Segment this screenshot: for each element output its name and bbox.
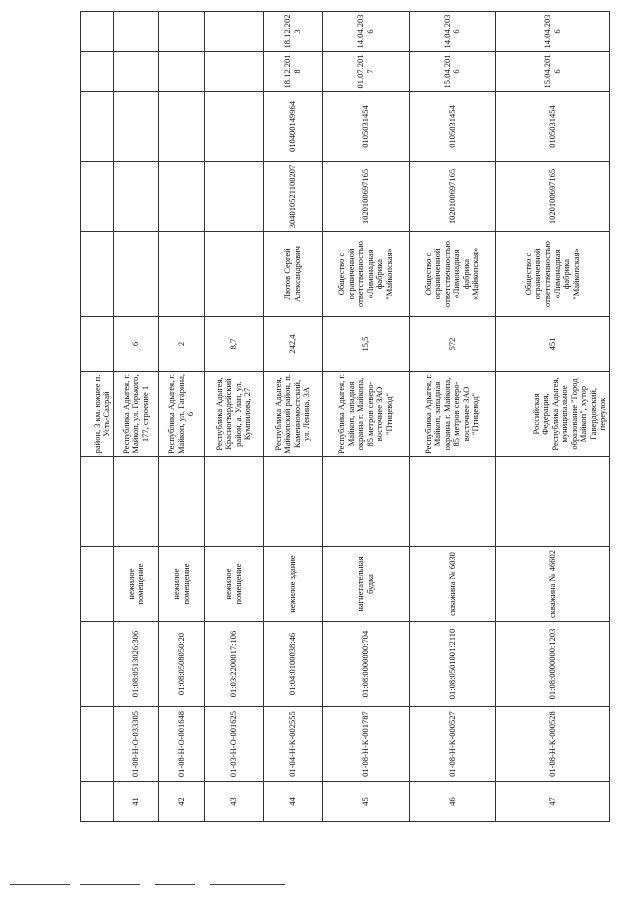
cell-area: 242,4 bbox=[263, 317, 322, 372]
cell-ogrn bbox=[159, 162, 204, 232]
table-row bbox=[496, 12, 610, 822]
footer-line-segment bbox=[155, 884, 195, 885]
cell-area: 15,5 bbox=[323, 317, 410, 372]
cell-date-start: 15.04.2016 bbox=[496, 52, 610, 92]
cell-blank bbox=[409, 457, 496, 547]
cell-cadastral-number: 01:03:2200017:106 bbox=[204, 622, 263, 707]
cell-inn: 010400149964 bbox=[263, 92, 322, 162]
cell-date-end: 14.04.2036 bbox=[323, 12, 410, 52]
cell-cadastral-number: 01:08:0000000:704 bbox=[323, 622, 410, 707]
cell-address: Республика Адыгея, г. Майкоп, ул. Гагарина, 6 bbox=[159, 372, 204, 457]
cell-object-type: нежилое помещение bbox=[204, 547, 263, 622]
cell-owner: Общество с ограниченной ответственностью «Лимонадная фабрика «Майкопская» bbox=[409, 232, 496, 317]
cell-owner: Лютов Сергей Александрович bbox=[263, 232, 322, 317]
cell-object-type: нежилое здание bbox=[263, 547, 322, 622]
cell-date-start: 01.07.2017 bbox=[323, 52, 410, 92]
cell-address-continuation: район, 3 км. южнее п. Усть-Сахрай bbox=[81, 372, 114, 457]
cell-blank bbox=[204, 457, 263, 547]
cell-inn bbox=[159, 92, 204, 162]
footer-line-segment bbox=[10, 884, 70, 885]
cell-blank bbox=[263, 457, 322, 547]
table-row bbox=[114, 12, 159, 822]
cell-cadastral-number: 01:08:0508050:20 bbox=[159, 622, 204, 707]
cell-area: 572 bbox=[409, 317, 496, 372]
cell-number: 46 bbox=[409, 782, 496, 822]
cell-ogrn: 1020100697165 bbox=[409, 162, 496, 232]
cell-cadastral-number: 01:04:0100038:46 bbox=[263, 622, 322, 707]
cell-area: 6 bbox=[114, 317, 159, 372]
cell-number: 45 bbox=[323, 782, 410, 822]
cell-address: Республика Адыгея, г. Майкоп, ул. Горького, 177, строение 1 bbox=[114, 372, 159, 457]
cell-cadastral-number: 01:08:0513026:306 bbox=[114, 622, 159, 707]
cell-owner bbox=[114, 232, 159, 317]
cell-date-end bbox=[159, 12, 204, 52]
cell-object-type: скважина № 6030 bbox=[409, 547, 496, 622]
table-row bbox=[159, 12, 204, 822]
cell-date-start bbox=[114, 52, 159, 92]
cell-blank bbox=[114, 457, 159, 547]
cell-owner: Общество с ограниченной ответственностью «Лимонадная фабрика "Майкопская» bbox=[496, 232, 610, 317]
cell-inn bbox=[114, 92, 159, 162]
cell-date-end bbox=[204, 12, 263, 52]
table-row-continuation bbox=[81, 12, 114, 822]
cell-ogrn: 1020100697165 bbox=[323, 162, 410, 232]
table-row bbox=[323, 12, 410, 822]
cell-registry-number: 01-08-Н-К-001787 bbox=[323, 707, 410, 782]
cell-ogrn: 1020100697165 bbox=[496, 162, 610, 232]
cell-date-end: 14.04.2036 bbox=[409, 12, 496, 52]
cell-registry-number: 01-03-Н-О-001625 bbox=[204, 707, 263, 782]
cell-object-type: нежилое помещение bbox=[159, 547, 204, 622]
cell-date-start bbox=[204, 52, 263, 92]
cell-registry-number: 01-08-Н-О-033305 bbox=[114, 707, 159, 782]
cell-address: Республика Адыгея, г. Майкоп, западная окраина г. Майкопа, 85 метров северо-восточнее ЗАО "Птицевод" bbox=[409, 372, 496, 457]
cell-ogrn bbox=[204, 162, 263, 232]
cell-blank bbox=[323, 457, 410, 547]
cell-object-type: нежилое помещение bbox=[114, 547, 159, 622]
registry-table bbox=[80, 11, 610, 822]
cell-date-start: 18.12.2018 bbox=[263, 52, 322, 92]
cell-address: Республика Адыгея, г. Майкоп, западная окраина г. Майкопа, 85 метров северо-восточнее ЗАО "Птицевод" bbox=[323, 372, 410, 457]
cell-inn: 0105031454 bbox=[409, 92, 496, 162]
cell-number: 43 bbox=[204, 782, 263, 822]
cell-address: Республика Адыгея, Майкопский район, п. Каменномостский, ул. Ленина, 3А bbox=[263, 372, 322, 457]
table-row bbox=[263, 12, 322, 822]
cell-ogrn bbox=[114, 162, 159, 232]
cell-inn: 0105031454 bbox=[496, 92, 610, 162]
cell-cadastral-number: 01:08:0501001:2110 bbox=[409, 622, 496, 707]
cell-inn bbox=[204, 92, 263, 162]
cell-blank bbox=[496, 457, 610, 547]
cell-date-end bbox=[114, 12, 159, 52]
cell-blank bbox=[159, 457, 204, 547]
cell-cadastral-number: 01:08:0000000:1203 bbox=[496, 622, 610, 707]
cell-number: 47 bbox=[496, 782, 610, 822]
cell-area: 2 bbox=[159, 317, 204, 372]
cell-object-type: скважина № 46602 bbox=[496, 547, 610, 622]
cell-ogrn: 304010521100207 bbox=[263, 162, 322, 232]
cell-number: 44 bbox=[263, 782, 322, 822]
rotated-table-wrapper bbox=[80, 12, 610, 822]
cell-registry-number: 01-08-Н-К-000528 bbox=[496, 707, 610, 782]
cell-address: Республика Адыгея, Красногвардейский район, а. Улап, ул. Кумпилова, 27 bbox=[204, 372, 263, 457]
cell-area: 451 bbox=[496, 317, 610, 372]
cell-registry-number: 01-08-Н-О-001648 bbox=[159, 707, 204, 782]
cell-date-start: 15.04.2016 bbox=[409, 52, 496, 92]
cell-area: 8,7 bbox=[204, 317, 263, 372]
table-row bbox=[204, 12, 263, 822]
cell-address: Российская Федерация, Республика Адыгея, муниципальное образование "Город Майкоп", хутор Гавердовский, переулок bbox=[496, 372, 610, 457]
cell-object-type: нагнетательная будка bbox=[323, 547, 410, 622]
cell-number: 41 bbox=[114, 782, 159, 822]
cell-owner bbox=[204, 232, 263, 317]
table-row bbox=[409, 12, 496, 822]
cell-registry-number: 01-04-Н-К-002555 bbox=[263, 707, 322, 782]
footer-line-segment bbox=[80, 884, 140, 885]
cell-number: 42 bbox=[159, 782, 204, 822]
cell-inn: 0105031454 bbox=[323, 92, 410, 162]
cell-date-end: 14.04.2036 bbox=[496, 12, 610, 52]
cell-owner bbox=[159, 232, 204, 317]
cell-owner: Общество с ограниченной ответственностью «Лимонадная фабрика "Майкопская» bbox=[323, 232, 410, 317]
cell-date-end: 18.12.2023 bbox=[263, 12, 322, 52]
cell-registry-number: 01-08-Н-К-000527 bbox=[409, 707, 496, 782]
cell-date-start bbox=[159, 52, 204, 92]
footer-line-segment bbox=[210, 884, 285, 885]
